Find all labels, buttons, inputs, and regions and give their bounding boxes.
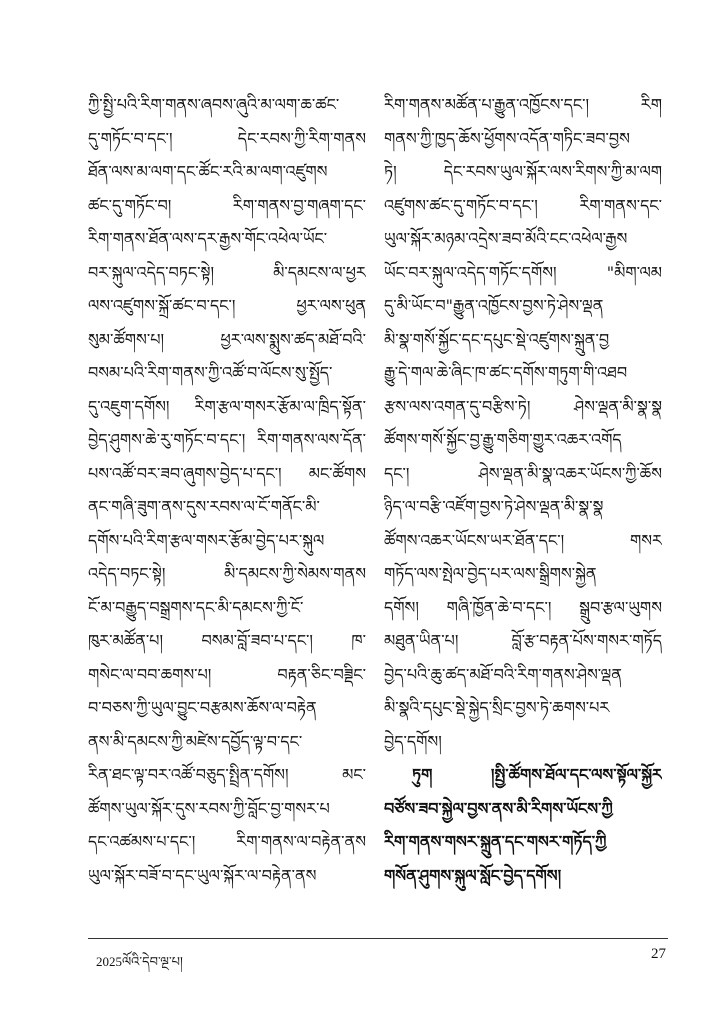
text-line: དུ་འཇུག་དགོས། རིག་རྩལ་གསར་རྩོམ་ལ་ཁྲིད་སྟོན་ (88, 396, 366, 416)
text-line: མི་སྣ་གསོ་སྐྱོང་དང་དཔུང་སྡེ་འཛུགས་སྐྲུན་བྱ (384, 329, 610, 349)
text-line: ཡོང་བར་སྐུལ་འདེད་གཏོང་དགོས། "མིག་ལམ (384, 262, 662, 282)
text-line: བར་སྐུལ་འདེད་བཏང་སྟེ། མི་དམངས་ལ་ཕྱར (88, 262, 366, 282)
text-line: ཐོན་ལས་མ་ལག་དང་ཚོང་རའི་མ་ལག་འཛུགས (88, 162, 328, 181)
text-line: གནས་ཀྱི་ཁྱད་ཆོས་ཕྱོགས་འདོན་གཏིང་ཟབ་བྱས (384, 128, 630, 148)
text-line: ནས་མི་དམངས་ཀྱི་མཛེས་དབྱོད་ལྟ་བ་དང་ (88, 731, 303, 751)
page-number: 27 (651, 946, 666, 962)
text-line: བ་བཅས་ཀྱི་ཡུལ་བྱུང་བརྩམས་ཆོས་ལ་བརྟེན (88, 698, 317, 717)
text-line: རིག་གནས་མཚོན་པ་རྒྱུན་འཁྱོངས་དང་། རིག (384, 95, 662, 114)
text-line: རིན་ཐང་ལྟ་བར་འཚོ་བཅུད་སྤྲིན་དགོས། མང་ (88, 765, 366, 784)
text-line: ཚོགས་གསོ་སྐྱོང་བྱ་རྒྱུ་གཅིག་གྱུར་འཆར་འགོད (384, 430, 622, 449)
right-column (384, 88, 662, 892)
text-line: ཚོགས་ཡུལ་སྐོར་དུས་རབས་ཀྱི་བློང་བྱ་གསར་པ (88, 798, 330, 818)
text-line: ཏེ། དེང་རབས་ཡུལ་སྐོར་ལས་རིགས་ཀྱི་མ་ལག (384, 162, 662, 181)
text-line: དང་འཚམས་པ་དང་། རིག་གནས་ལ་བརྟེན་ནས (88, 832, 366, 851)
text-line: བྱེད་ཤུགས་ཆེ་རུ་གཏོང་བ་དང་། རིག་གནས་ལས་དོན་ (88, 430, 366, 449)
text-line: དང་། ཤེས་ལྡན་མི་སྣ་འཆར་ཡོངས་ཀྱི་ཆོས (384, 463, 662, 483)
text-line: བྱེད་པའི་ཆུ་ཚད་མཐོ་བའི་རིག་གནས་ཤེས་ལྡན (384, 664, 622, 684)
text-line: རྒྱུ་དེ་གལ་ཆེ་ཞིང་ཁ་ཚང་དགོས་གཏུག་གི་འཐབ (384, 363, 628, 382)
text-line: ངོ་མ་བརྒྱུད་བསྒྲགས་དང་མི་དམངས་ཀྱི་ངོ་ (88, 597, 304, 617)
text-line: མཐུན་ཡིན་པ། བློ་རྩ་བརྟན་པོས་གསར་གཏོད (384, 631, 662, 650)
text-line: དུ་གཏོང་བ་དང་། དེང་རབས་ཀྱི་རིག་གནས (88, 128, 366, 148)
text-line: རྩས་ལས་འགན་དུ་བརྩིས་ཏེ། ཤེས་ལྡན་མི་སྣ་སྣ (384, 396, 662, 416)
spacer (432, 765, 491, 784)
section-heading-text: །སྤྱི་ཚོགས་ཐོལ་དང་ལས་སྟོལ་སྐྱོར (490, 765, 662, 784)
text-line: ནང་གཞི་ཟུག་ནས་དུས་རབས་ལ་ངོ་གནོང་མི་ (88, 497, 320, 516)
text-line: ཚོགས་འཆར་ཡོངས་ཡར་ཐོན་དང་། གསར (384, 530, 662, 550)
text-line: པས་འཚོ་བར་ཟབ་ཞུགས་བྱེད་པ་དང་། མང་ཚོགས (88, 463, 366, 483)
text-line: ཉིད་ལ་བརྩི་འཛོག་བྱས་ཏེ་ཤེས་ལྡན་མི་སྣ་སྣ (384, 497, 604, 516)
left-column (88, 88, 366, 892)
text-line: གསོན་ཤུགས་སྐུལ་སློང་བྱེད་དགོས། (384, 865, 562, 885)
text-line: ཁུར་མཚོན་པ། བསམ་བློ་ཟབ་པ་དང་། ཁ་ (88, 631, 366, 650)
text-line: འདེད་བཏང་སྟེ། མི་དམངས་ཀྱི་སེམས་གནས (88, 564, 366, 583)
text-line: བཙོས་ཟབ་སྐྱེལ་བྱས་ནས་མི་རིགས་ཡོངས་ཀྱི (384, 798, 613, 818)
text-line: ཡུལ་སྐོར་མཉམ་འདྲེས་ཟབ་མོའི་ངང་འཕེལ་རྒྱས (384, 229, 628, 248)
text-line: མི་སྣའི་དཔུང་སྡེ་སྐྱེད་སྲིང་བྱས་ཏེ་ཆགས་པར (384, 698, 610, 717)
text-line: བྱེད་དགོས། (384, 731, 442, 751)
text-line: རིག་གནས་ཐོན་ལས་དར་རྒྱས་གོང་འཕེལ་ཡོང་ (88, 229, 328, 248)
text-line: ལས་འཛུགས་སྐྲོ་ཚང་བ་དང་། ཕྱར་ལས་ཕུན (88, 296, 366, 315)
issue-label: 2025ལོའི་དེབ་ལྔ་པ། (96, 954, 183, 969)
text-line: དགོས། གཞི་ཁྱོན་ཆེ་བ་དང་། སྒྲུབ་རྩལ་ཡུགས (384, 597, 662, 617)
text-line: ཡུལ་སྐོར་བཟོ་བ་དང་ཡུལ་སྐོར་ལ་བརྟེན་ནས (88, 865, 317, 885)
text-line: རིག་གནས་གསར་སྐྲུན་དང་གསར་གཏོད་ཀྱི (384, 832, 607, 851)
section-number: ཏུག (412, 765, 433, 784)
text-line: ཀྱི་སྤྱི་པའི་རིག་གནས་ཞབས་ཞུའི་མ་ལག་ཆ་ཚང་ (88, 95, 340, 114)
text-line: ཚང་དུ་གཏོང་བ། རིག་གནས་བྱ་གཞག་དང་ (88, 195, 366, 215)
text-line: འཛུགས་ཚང་དུ་གཏོང་བ་དང་། རིག་གནས་དང་ (384, 195, 662, 215)
footer-rule (88, 938, 668, 939)
text-line: དུ་མི་ཡོང་བ"རྒྱུན་འཁྱོངས་བྱས་ཏེ་ཤེས་ལྡན (384, 296, 604, 315)
text-line: བསམ་པའི་རིག་གནས་ཀྱི་འཚོ་བ་ལོངས་སུ་སྤྱོད་ (88, 363, 333, 382)
text-line: དགོས་པའི་རིག་རྩལ་གསར་རྩོམ་བྱེད་པར་སྐུལ (88, 530, 325, 550)
text-line: སུམ་ཚོགས་པ། ཕྱར་ལས་སྨུས་ཚད་མཐོ་བའི་ (88, 329, 366, 349)
section-heading (384, 758, 662, 792)
text-line: གཏོད་ལས་སྤེལ་བྱེད་པར་ལས་སྒྲིགས་སྐྱེན (384, 564, 597, 583)
text-line: གསེང་ལ་བབ་ཆགས་པ། བརྟན་ཅིང་བཟྡིང་ (88, 664, 366, 684)
